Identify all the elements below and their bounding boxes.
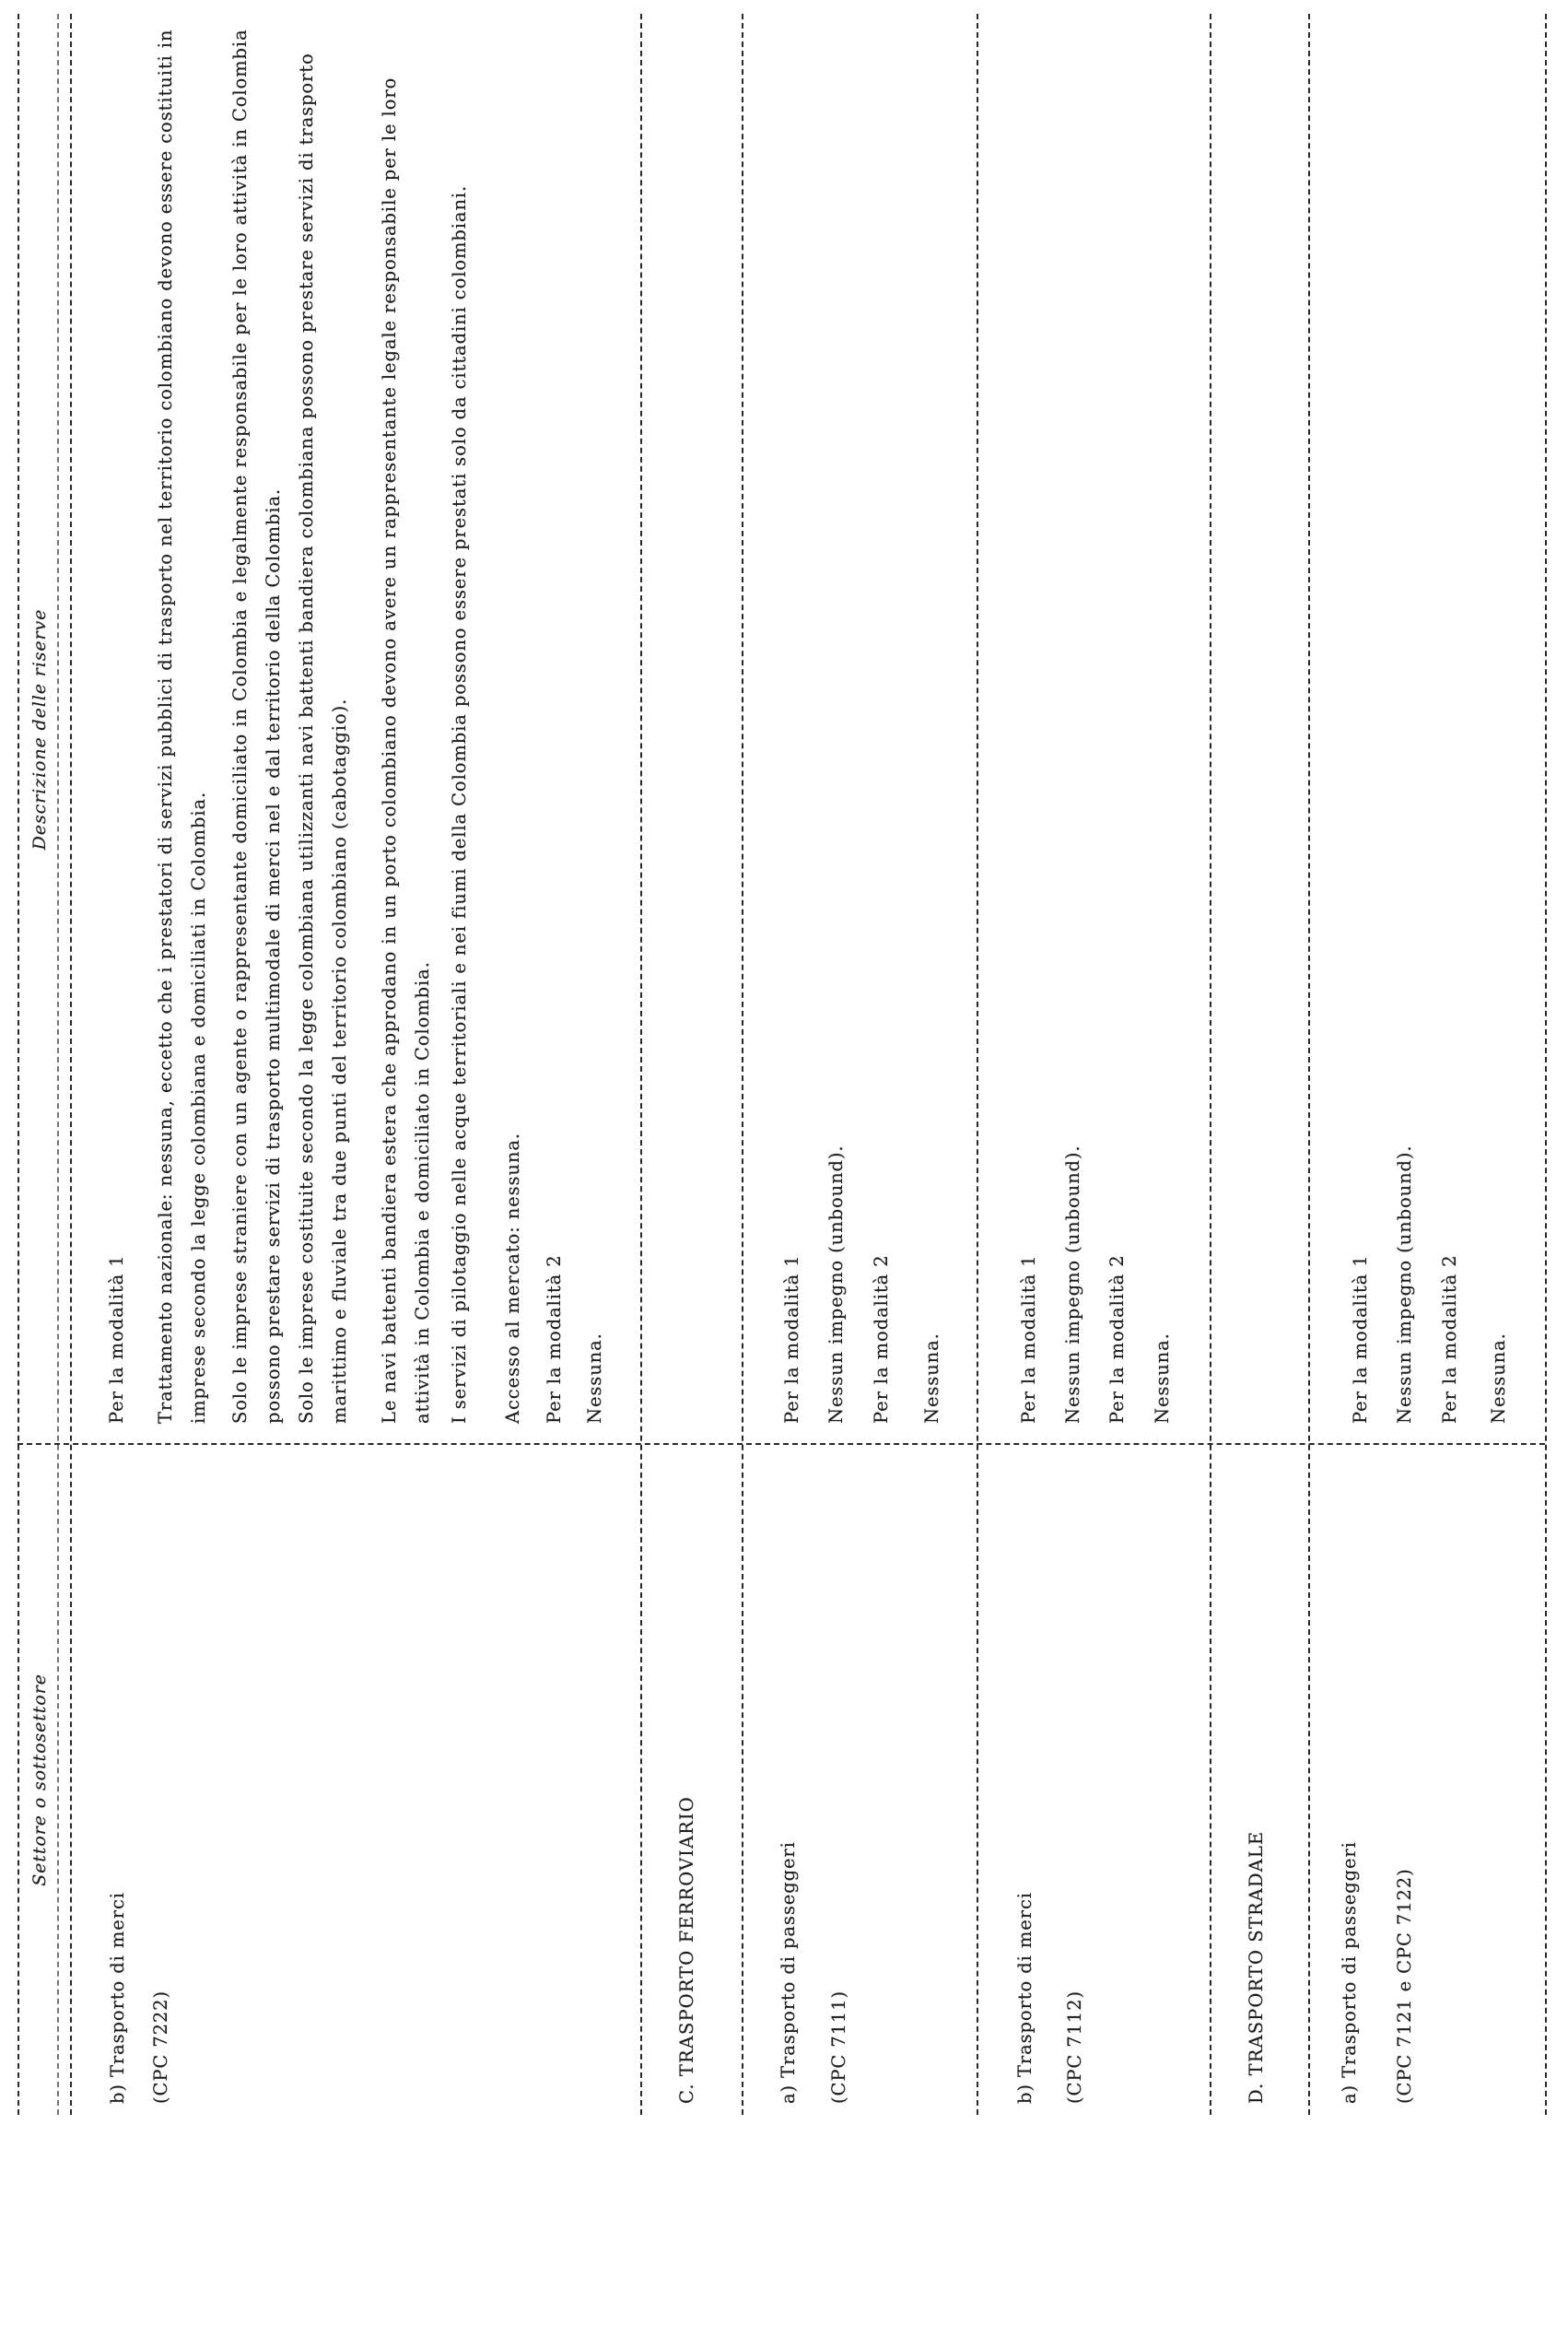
- row-rule-1: [640, 14, 642, 2115]
- description-line: Le navi battenti bandiera estera che approdano in un porto colombiano devono avere un rappresentante legale responsabile per le loro: [379, 76, 400, 1424]
- sector-cell-line: a) Trasporto di passeggeri: [1339, 1841, 1360, 2104]
- sector-cpc-code: (CPC 7111): [828, 1990, 849, 2104]
- description-line: Solo le imprese costituite secondo la legge colombiana utilizzanti navi battenti bandiera colombiana possono prestare servizi di trasporto: [296, 53, 317, 1424]
- table-top-rule: [18, 14, 19, 2115]
- description-line: Nessuna.: [1152, 1332, 1173, 1424]
- description-line: Nessun impegno (unbound).: [1062, 1145, 1083, 1424]
- sector-cell-line: b) Trasporto di merci: [107, 1892, 128, 2104]
- description-line: Accesso al mercato: nessuna.: [502, 1133, 523, 1424]
- description-line: Trattamento nazionale: nessuna, eccetto che i prestatori di servizi pubblici di trasporto nel territorio colombiano devono essere costituiti in: [155, 29, 176, 1424]
- description-line: Per la modalità 1: [781, 1254, 802, 1424]
- row-rule-2: [742, 14, 743, 2115]
- sector-cell-line: b) Trasporto di merci: [1014, 1892, 1036, 2104]
- description-line: attività in Colombia e domiciliato in Colombia.: [412, 961, 433, 1424]
- description-line: Per la modalità 2: [1106, 1254, 1128, 1424]
- description-line: possono prestare servizi di trasporto multimodale di merci nel e dal territorio della Colombia.: [263, 487, 284, 1424]
- sector-cell-line: a) Trasporto di passeggeri: [778, 1841, 799, 2104]
- description-line: Per la modalità 1: [1350, 1254, 1371, 1424]
- row-rule-4: [1210, 14, 1211, 2115]
- description-line: Per la modalità 2: [544, 1254, 565, 1424]
- description-line: I servizi di pilotaggio nelle acque territoriali e nei fiumi della Colombia possono essere prestati solo da cittadini colombiani.: [449, 184, 470, 1424]
- description-line: Nessun impegno (unbound).: [1394, 1145, 1415, 1424]
- description-line: imprese secondo la legge colombiana e domiciliati in Colombia.: [188, 791, 209, 1424]
- row-rule-3: [977, 14, 978, 2115]
- description-line: Per la modalità 1: [106, 1254, 127, 1424]
- description-line: Per la modalità 1: [1018, 1254, 1039, 1424]
- column-separator: [18, 1443, 1545, 1445]
- header-double-rule-outer: [57, 14, 59, 2115]
- description-line: marittimo e fluviale tra due punti del territorio colombiano (cabotaggio).: [329, 698, 350, 1424]
- section-heading: D. TRASPORTO STRADALE: [1246, 1830, 1267, 2104]
- column-header-description: Descrizione delle riserve: [29, 608, 50, 851]
- sector-cpc-code: (CPC 7222): [150, 1990, 171, 2104]
- section-heading: C. TRASPORTO FERROVIARIO: [676, 1796, 697, 2104]
- description-line: Nessuna.: [584, 1332, 605, 1424]
- header-double-rule-inner: [70, 14, 72, 2115]
- description-line: Per la modalità 2: [871, 1254, 892, 1424]
- description-line: Nessuna.: [1488, 1332, 1509, 1424]
- row-rule-5: [1308, 14, 1310, 2115]
- description-line: Solo le imprese straniere con un agente o rappresentante domiciliato in Colombia e legalmente responsabile per le loro attività in Colombia: [229, 29, 251, 1424]
- description-line: Nessuna.: [921, 1332, 942, 1424]
- sector-cpc-code: (CPC 7121 e CPC 7122): [1394, 1868, 1415, 2104]
- description-line: Per la modalità 2: [1439, 1254, 1460, 1424]
- description-line: Nessun impegno (unbound).: [825, 1145, 847, 1424]
- sector-cpc-code: (CPC 7112): [1064, 1990, 1085, 2104]
- column-header-sector: Settore o sottosettore: [29, 1673, 50, 1886]
- table-bottom-rule: [1545, 14, 1547, 2115]
